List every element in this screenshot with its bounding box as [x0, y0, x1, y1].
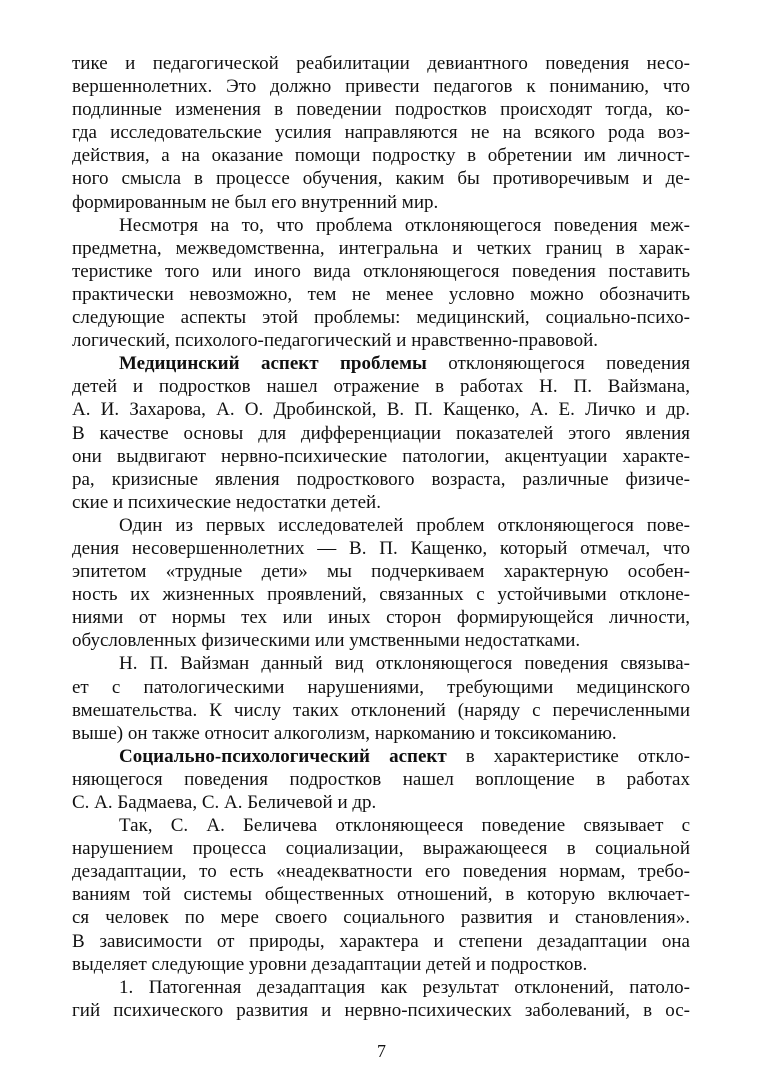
text-line: практически невозможно, тем не менее условно можно обозначить [72, 283, 690, 305]
text-line [72, 352, 690, 375]
text-line: детей и подростков нашел отражение в работах Н. П. Вайзмана, [72, 376, 690, 398]
text-line: тике и педагогической реабилитации девиантного поведения несо- [72, 53, 690, 74]
text-line: теристике того или иного вида отклоняющегося поведения поставить [72, 260, 690, 282]
text-line: обусловленных физическими или умственными недостатками. [72, 630, 581, 652]
text-line: ниями от нормы тех или иных сторон формирующейся личности, [72, 607, 690, 629]
paragraph [72, 652, 690, 744]
paragraph [72, 352, 690, 514]
text-line: дезадаптации, то есть «неадекватности его поведения нормам, требо- [72, 861, 690, 883]
text-line: ного смысла в процессе обучения, каким бы противоречивым и де- [72, 168, 690, 190]
text-line: гда исследовательские усилия направляются не на всякого рода воз- [72, 122, 690, 144]
text-line: С. А. Бадмаева, С. А. Беличевой и др. [72, 792, 377, 813]
text-line: А. И. Захарова, А. О. Дробинской, В. П. Кащенко, А. Е. Личко и др. [72, 399, 690, 421]
text-line: Несмотря на то, что проблема отклоняющегося поведения меж- [119, 214, 690, 236]
text-line: гий психического развития и нервно-психических заболеваний, в ос- [72, 999, 690, 1021]
text-span: отклоняющегося поведения [426, 353, 690, 375]
text-line: ра, кризисные явления подросткового возраста, различные физиче- [72, 468, 690, 490]
text-line: ность их жизненных проявлений, связанных с устойчивыми отклоне- [72, 584, 690, 606]
text-line: вмешательства. К числу таких отклонений (наряду с перечисленными [72, 699, 690, 721]
paragraph [72, 214, 690, 353]
page-body [72, 52, 690, 1022]
text-line: действия, а на оказание помощи подростку в обретении им личност- [72, 145, 690, 167]
text-line: Н. П. Вайзман данный вид отклоняющегося поведения связыва- [119, 653, 690, 675]
text-line: они выдвигают нервно-психические патологии, акцентуации характе- [72, 445, 690, 467]
paragraph [72, 976, 690, 1022]
text-line: ваниям той системы общественных отношений, в которую включает- [72, 884, 690, 906]
paragraph [72, 814, 690, 976]
text-line: Один из первых исследователей проблем отклоняющегося пове- [119, 514, 690, 536]
text-line: подлинные изменения в поведении подростков происходят тогда, ко- [72, 99, 690, 121]
text-line: В качестве основы для дифференциации показателей этого явления [72, 422, 690, 444]
paragraph [72, 52, 690, 214]
text-line: вершеннолетних. Это должно привести педагогов к пониманию, что [72, 76, 690, 98]
text-line: выделяет следующие уровни дезадаптации детей и подростков. [72, 953, 588, 975]
paragraph [72, 745, 690, 814]
page-number: 7 [377, 1041, 386, 1061]
paragraph [72, 514, 690, 653]
text-line: 1. Патогенная дезадаптация как результат отклонений, патоло- [119, 976, 690, 998]
text-line: следующие аспекты этой проблемы: медицинский, социально-психо- [72, 307, 690, 329]
text-line: ет с патологическими нарушениями, требующими медицинского [72, 676, 690, 698]
text-line: предметна, межведомственна, интегральна и четких границ в харак- [72, 237, 690, 259]
text-line: ся человек по мере своего социального развития и становления». [72, 907, 690, 929]
text-line: В зависимости от природы, характера и степени дезадаптации она [72, 930, 690, 952]
text-line: нарушением процесса социализации, выражающееся в социальной [72, 838, 690, 860]
text-span: в характеристике откло- [446, 745, 690, 767]
text-line: выше) он также относит алкоголизм, наркоманию и токсикоманию. [72, 722, 617, 744]
bold-heading: Медицинский аспект проблемы [119, 353, 427, 375]
text-line: эпитетом «трудные дети» мы подчеркиваем характерную особен- [72, 561, 690, 583]
text-line [72, 745, 690, 768]
text-line: формированным не был его внутренний мир. [72, 191, 439, 213]
text-line: Так, С. А. Беличева отклоняющееся поведение связывает с [119, 815, 690, 837]
text-line: няющегося поведения подростков нашел воплощение в работах [72, 768, 690, 790]
text-line: дения несовершеннолетних — В. П. Кащенко, который отмечал, что [72, 537, 690, 559]
text-line: логический, психолого-педагогический и нравственно-правовой. [72, 330, 599, 352]
bold-heading: Социально-психологический аспект [119, 745, 447, 767]
text-line: ские и психические недостатки детей. [72, 491, 381, 513]
